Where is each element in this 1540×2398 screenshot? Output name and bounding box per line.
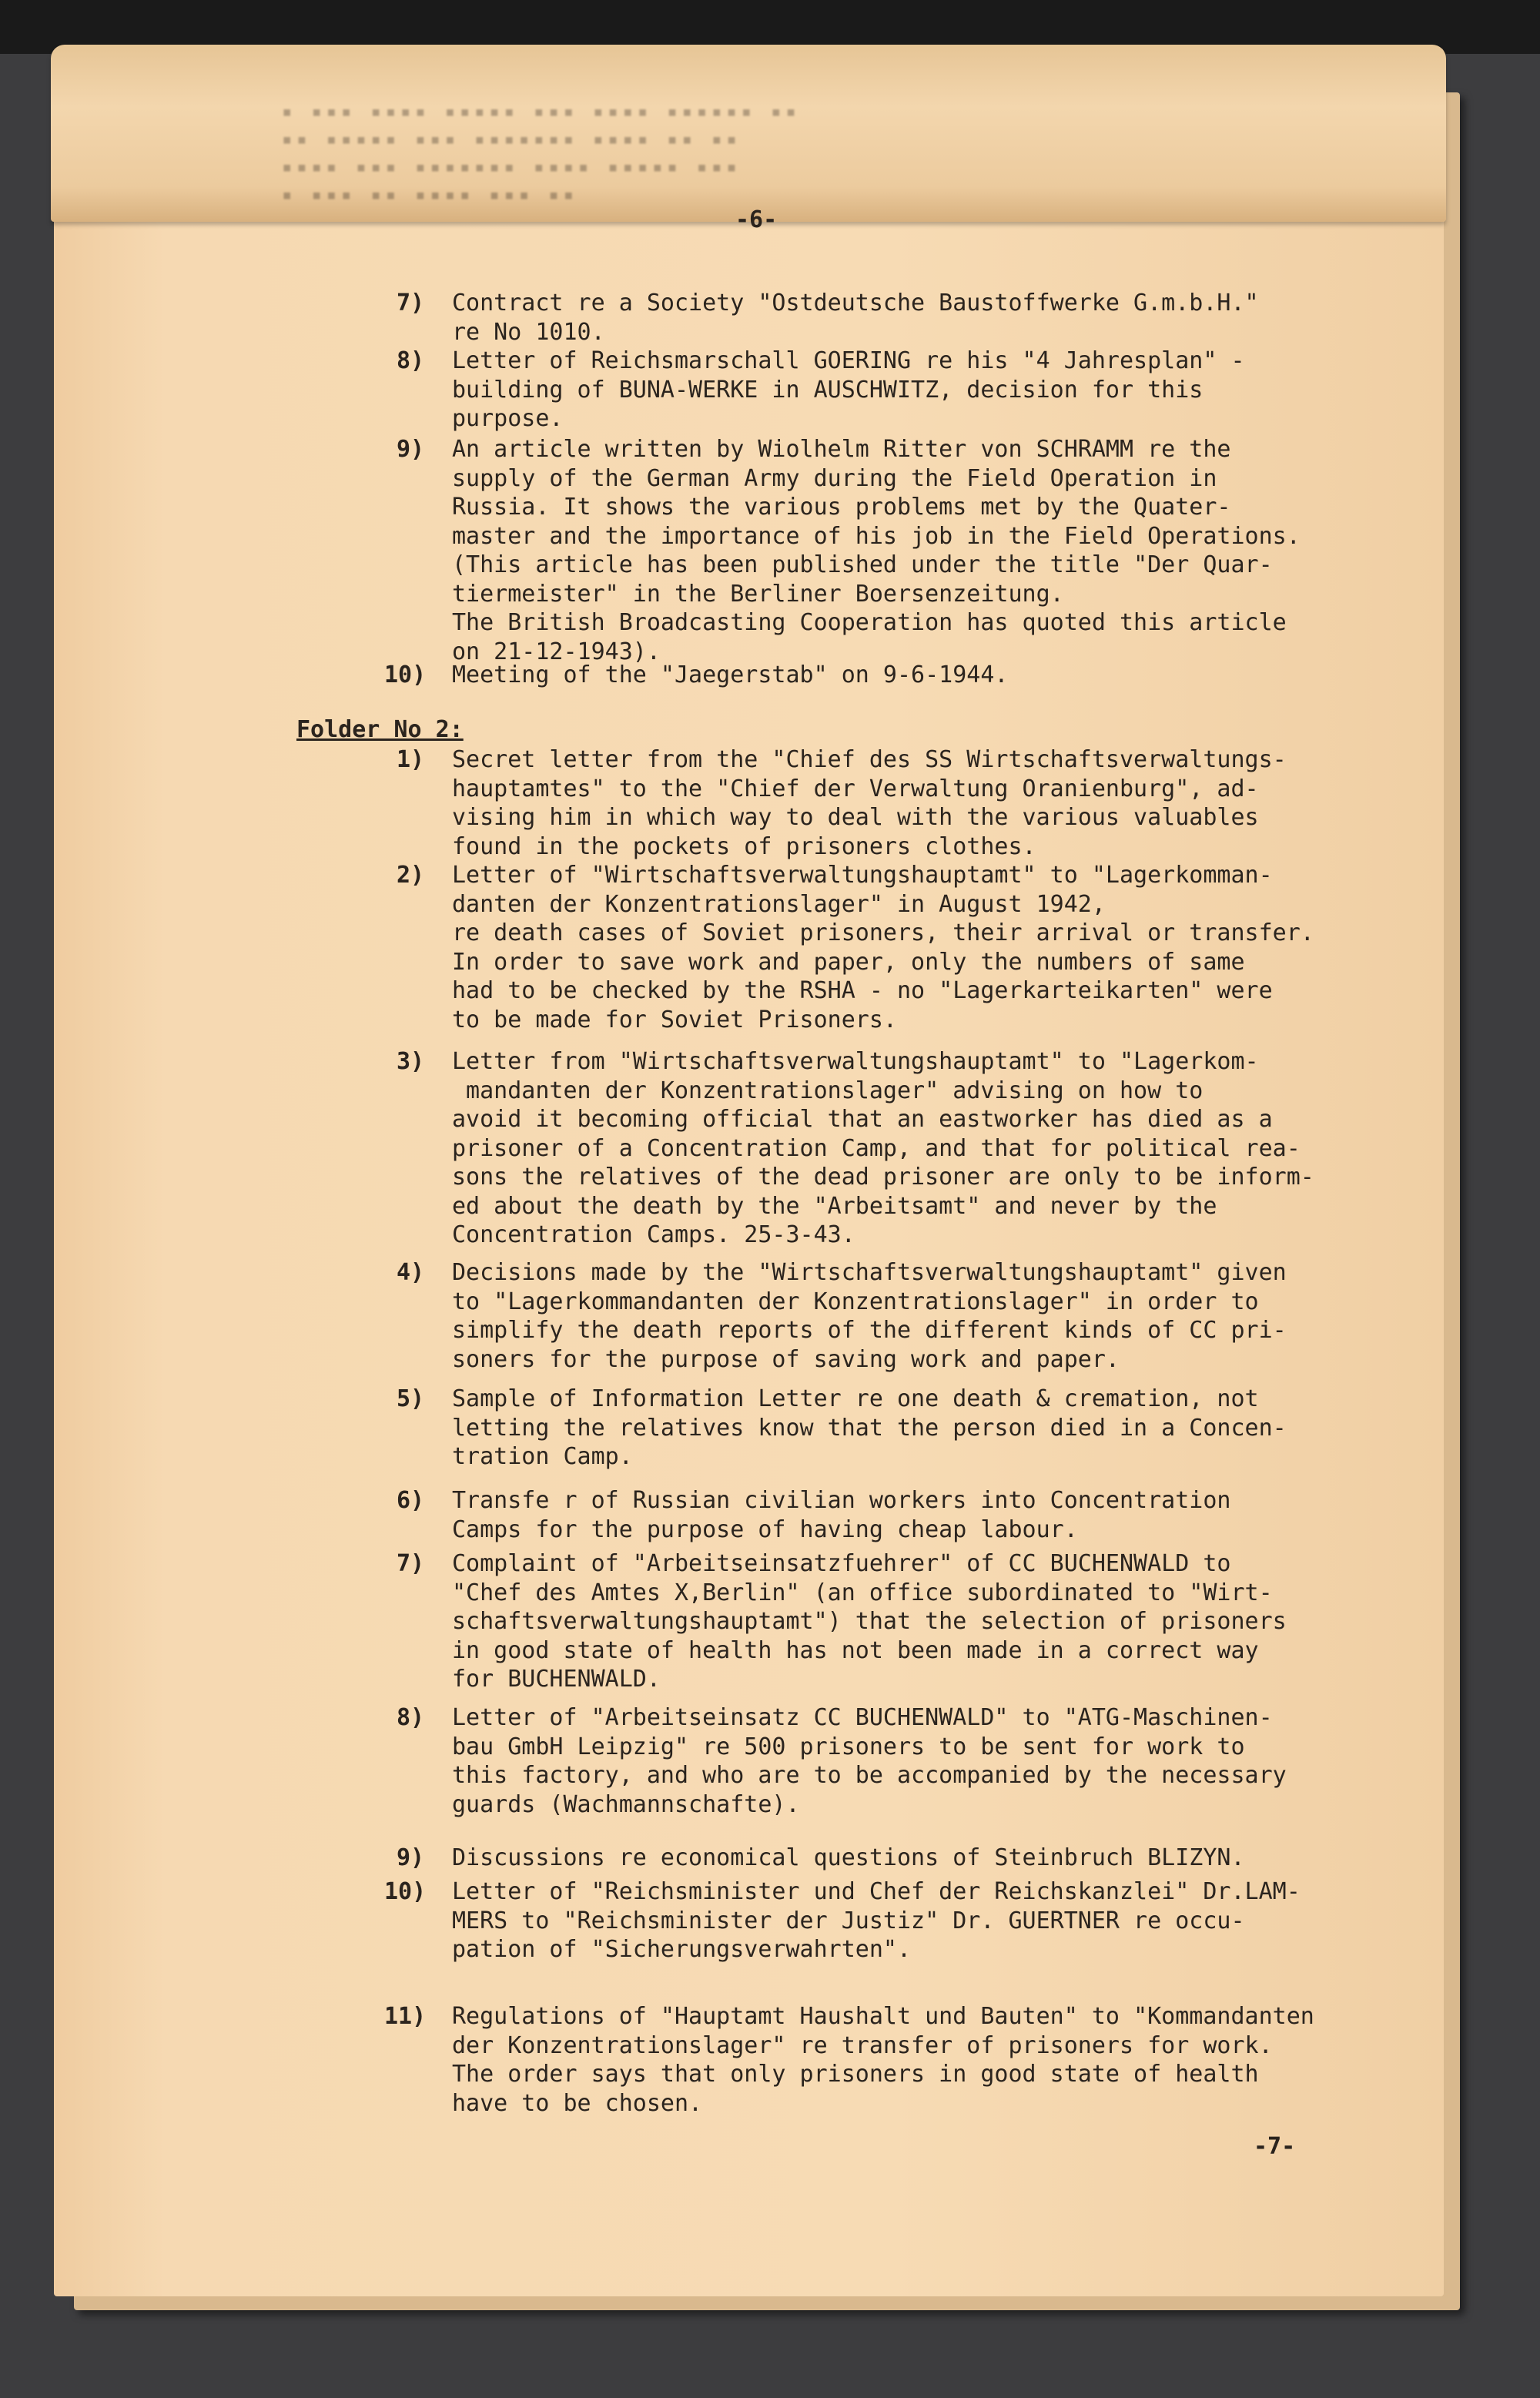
text-line: danten der Konzentrationslager" in August 1942, [452,890,1106,918]
item-number: 10) [384,661,427,688]
text-line: der Konzentrationslager" re transfer of prisoners for work. [452,2031,1273,2059]
item-text [452,1258,1453,1374]
text-line: Sample of Information Letter re one death & cremation, not [452,1385,1259,1412]
item-text [452,347,1453,434]
text-line: supply of the German Army during the Field Operation in [452,464,1217,492]
text-line: Discussions re economical questions of Steinbruch BLIZYN. [452,1844,1245,1871]
text-line: avoid it becoming official that an eastworker has died as a [452,1106,1273,1133]
item-text [452,1703,1453,1819]
text-line: tration Camp. [452,1443,633,1470]
item-text [452,661,1453,690]
text-line: have to be chosen. [452,2089,703,2117]
item-text [452,289,1453,347]
text-line: prisoner of a Concentration Camp, and that for political rea- [452,1134,1301,1162]
item-text [452,1549,1453,1694]
text-line: Russia. It shows the various problems met by the Quater- [452,494,1231,521]
text-line: tiermeister" in the Berliner Boersenzeitung. [452,580,1064,608]
text-line: mandanten der Konzentrationslager" advising on how to [452,1077,1204,1104]
text-line: The British Broadcasting Cooperation has quoted this article [452,609,1287,636]
item-text [452,745,1453,861]
text-line: Concentration Camps. 25-3-43. [452,1221,855,1248]
text-line: (This article has been published under the title "Der Quar- [452,551,1273,578]
item-number: 8) [397,1704,425,1731]
text-line: "Chef des Amtes X,Berlin" (an office subordinated to "Wirt- [452,1579,1273,1606]
item-number: 1) [397,746,425,773]
page-number-top: -6- [735,206,778,233]
item-text [452,1844,1453,1873]
item-text [452,2002,1453,2118]
item-number: 6) [397,1487,425,1514]
item-number: 8) [397,347,425,374]
faded-bleed-through-text: ▪ ▪▪▪ ▪▪▪▪ ▪▪▪▪▪ ▪▪▪ ▪▪▪▪ ▪▪▪▪▪▪ ▪▪ ▪▪ ▪▪▪▪▪ ▪▪▪ ▪▪▪▪▪▪▪ ▪▪▪▪ ▪▪ ▪▪ ▪▪▪▪ ▪▪▪ ▪▪▪▪▪▪▪ ▪▪▪▪ ▪▪▪▪▪ ▪▪▪ ▪ ▪▪▪ ▪▪ ▪▪▪▪ ▪▪▪ ▪▪ [282,102,801,205]
text-line: Letter of "Reichsminister und Chef der Reichskanzlei" Dr.LAM- [452,1878,1301,1905]
folder-2-heading: Folder No 2: [296,716,464,743]
item-number: 7) [397,290,425,316]
text-line: Decisions made by the "Wirtschaftsverwaltungshauptamt" given [452,1259,1287,1286]
text-line: pation of "Sicherungsverwahrten". [452,1936,912,1963]
folded-previous-page [51,45,1446,222]
text-line: Letter of "Wirtschaftsverwaltungshauptamt" to "Lagerkomman- [452,862,1273,889]
text-line: Meeting of the "Jaegerstab" on 9-6-1944. [452,661,1009,688]
text-line: hauptamtes" to the "Chief der Verwaltung Oranienburg", ad- [452,775,1259,802]
text-line: Letter of "Arbeitseinsatz CC BUCHENWALD" to "ATG-Maschinen- [452,1704,1273,1731]
page-number-bottom: -7- [1254,2133,1296,2160]
text-line: guards (Wachmannschafte). [452,1790,800,1818]
text-line: re No 1010. [452,318,605,346]
item-text [452,1385,1453,1472]
item-number: 4) [397,1259,425,1286]
item-number: 5) [397,1385,425,1412]
text-line: Letter of Reichsmarschall GOERING re his "4 Jahresplan" - [452,347,1245,374]
text-line: sons the relatives of the dead prisoner are only to be inform- [452,1164,1314,1191]
item-number: 2) [397,862,425,889]
text-line: Secret letter from the "Chief des SS Wirtschaftsverwaltungs- [452,746,1287,773]
text-line: building of BUNA-WERKE in AUSCHWITZ, decision for this [452,376,1204,404]
text-line: letting the relatives know that the person died in a Concen- [452,1414,1287,1442]
text-line: soners for the purpose of saving work and paper. [452,1345,1120,1373]
item-number: 11) [384,2003,427,2030]
text-line: MERS to "Reichsminister der Justiz" Dr. GUERTNER re occu- [452,1907,1245,1934]
item-number: 3) [397,1048,425,1075]
text-line: re death cases of Soviet prisoners, their arrival or transfer. [452,919,1314,946]
text-line: ed about the death by the "Arbeitsamt" and never by the [452,1192,1217,1220]
text-line: Camps for the purpose of having cheap labour. [452,1515,1078,1543]
text-line: purpose. [452,405,564,432]
text-line: Complaint of "Arbeitseinsatzfuehrer" of CC BUCHENWALD to [452,1550,1231,1577]
item-number: 9) [397,436,425,463]
text-line: this factory, and who are to be accompanied by the necessary [452,1762,1287,1789]
text-line: schaftsverwaltungshauptamt") that the selection of prisoners [452,1608,1287,1635]
item-text [452,1486,1453,1544]
text-line: to be made for Soviet Prisoners. [452,1006,897,1033]
text-line: in good state of health has not been made in a correct way [452,1636,1259,1664]
text-line: Regulations of "Hauptamt Haushalt und Bauten" to "Kommandanten [452,2003,1314,2030]
text-line: master and the importance of his job in the Field Operations. [452,522,1301,550]
item-text [452,435,1453,666]
text-line: found in the pockets of prisoners clothes. [452,832,1036,860]
text-line: An article written by Wiolhelm Ritter von SCHRAMM re the [452,436,1231,463]
item-number: 7) [397,1550,425,1577]
item-text [452,1047,1453,1250]
item-number: 9) [397,1844,425,1871]
text-line: for BUCHENWALD. [452,1666,661,1693]
text-line: simplify the death reports of the different kinds of CC pri- [452,1317,1287,1344]
text-line: Letter from "Wirtschaftsverwaltungshauptamt" to "Lagerkom- [452,1048,1259,1075]
item-text [452,861,1453,1034]
text-line: Transfe r of Russian civilian workers into Concentration [452,1487,1231,1514]
text-line: had to be checked by the RSHA - no "Lagerkarteikarten" were [452,977,1273,1004]
item-number: 10) [384,1878,427,1905]
text-line: vising him in which way to deal with the various valuables [452,804,1259,831]
item-text [452,1877,1453,1964]
text-line: Contract re a Society "Ostdeutsche Baustoffwerke G.m.b.H." [452,290,1259,316]
text-line: In order to save work and paper, only the numbers of same [452,948,1245,976]
text-line: on 21-12-1943). [452,638,661,665]
text-line: The order says that only prisoners in good state of health [452,2061,1259,2088]
text-line: bau GmbH Leipzig" re 500 prisoners to be sent for work to [452,1733,1245,1760]
text-line: to "Lagerkommandanten der Konzentrationslager" in order to [452,1288,1259,1315]
